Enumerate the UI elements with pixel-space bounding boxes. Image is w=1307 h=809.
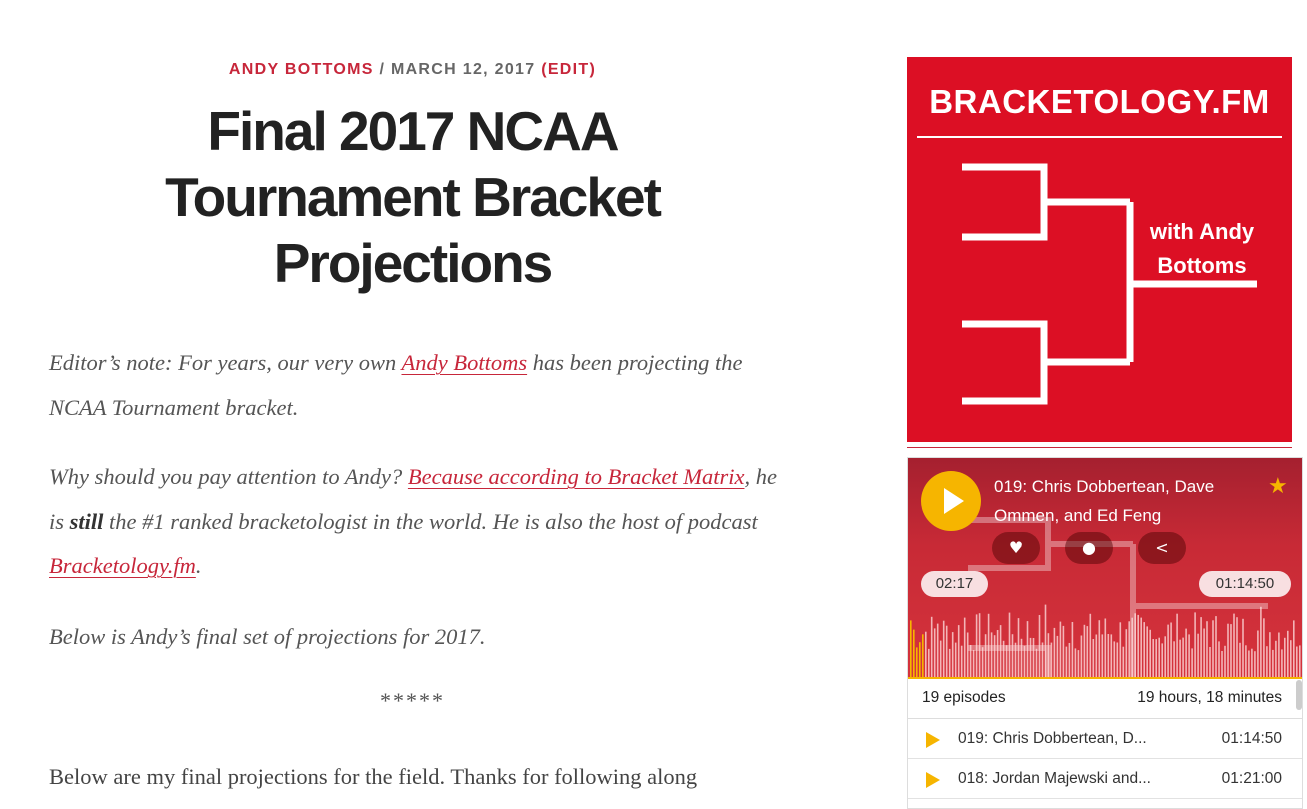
- waveform-bar: [934, 628, 936, 677]
- star-icon[interactable]: ★: [1268, 474, 1288, 499]
- waveform-bar: [1236, 617, 1238, 677]
- waveform-bar: [1018, 618, 1020, 677]
- cover-title: BRACKETOLOGY.FM: [929, 83, 1270, 120]
- waveform-bar: [1099, 620, 1101, 677]
- waveform-bar: [1060, 622, 1062, 677]
- play-icon[interactable]: [926, 732, 940, 748]
- waveform-bar: [1170, 623, 1172, 678]
- waveform-bar: [1039, 615, 1041, 677]
- waveform-bar: [1108, 634, 1110, 677]
- waveform-bar: [1254, 651, 1256, 677]
- waveform-bar: [1117, 643, 1119, 678]
- waveform-bar: [1182, 638, 1184, 677]
- waveform[interactable]: [910, 605, 1301, 677]
- waveform-bar: [1290, 640, 1292, 677]
- current-episode-title[interactable]: 019: Chris Dobbertean, Dave Ommen, and Ed Feng: [994, 477, 1215, 525]
- waveform-bar: [1081, 636, 1083, 678]
- waveform-bar: [946, 626, 948, 677]
- waveform-bar: [1111, 634, 1113, 677]
- player-artwork: [908, 458, 1303, 679]
- waveform-bar: [994, 635, 996, 677]
- waveform-bar: [1042, 643, 1044, 678]
- waveform-bar: [1185, 629, 1187, 677]
- waveform-bar: [1248, 651, 1250, 678]
- waveform-bar: [1188, 634, 1190, 677]
- waveform-bar: [1299, 645, 1301, 677]
- waveform-bar: [1269, 632, 1271, 677]
- waveform-bar: [925, 632, 927, 677]
- share-icon: <: [1155, 538, 1169, 557]
- cover-subtitle: with Andy Bottoms: [1149, 219, 1255, 278]
- waveform-bar: [1281, 649, 1283, 677]
- waveform-bar: [1128, 621, 1130, 677]
- play-button[interactable]: [921, 471, 981, 531]
- why-andy-paragraph: [49, 455, 779, 589]
- post-meta: [0, 61, 825, 79]
- waveform-bar: [1045, 605, 1047, 677]
- episode-duration: 01:14:50: [1199, 571, 1291, 597]
- waveform-bar: [1224, 646, 1226, 677]
- waveform-bar: [1278, 633, 1280, 678]
- bracketology-fm-link[interactable]: Bracketology.fm: [49, 553, 196, 578]
- waveform-bar: [1009, 613, 1011, 677]
- waveform-bar: [1260, 607, 1262, 677]
- section-separator: *****: [380, 688, 445, 713]
- waveform-bar: [1275, 641, 1277, 677]
- waveform-bar: [1027, 621, 1029, 677]
- page-title: Final 2017 NCAA Tournament Bracket Projections: [165, 100, 660, 294]
- episode-title: 018: Jordan Majewski and...: [958, 770, 1151, 787]
- divider: [907, 447, 1292, 448]
- waveform-bar: [1078, 650, 1080, 677]
- waveform-bar: [1167, 625, 1169, 677]
- episodes-count: 19 episodes: [922, 689, 1006, 706]
- waveform-bar: [1090, 614, 1092, 677]
- waveform-bar: [964, 618, 966, 677]
- waveform-bar: [1120, 622, 1122, 677]
- episode-row[interactable]: [908, 759, 1303, 799]
- waveform-bar: [1143, 622, 1145, 677]
- waveform-bar: [1251, 649, 1253, 677]
- waveform-bar: [1105, 619, 1107, 678]
- waveform-bar: [1173, 641, 1175, 677]
- waveform-bar: [1221, 651, 1223, 677]
- why-andy-text: Why should you pay attention to Andy?: [49, 464, 408, 489]
- waveform-bar: [1239, 643, 1241, 677]
- waveform-bar: [991, 632, 993, 677]
- waveform-bar: [916, 647, 918, 677]
- meta-separator: /: [379, 61, 386, 78]
- waveform-bar: [952, 632, 954, 677]
- waveform-bar: [913, 630, 915, 677]
- waveform-bar: [943, 621, 945, 677]
- waveform-bar: [1203, 629, 1205, 678]
- waveform-bar: [940, 641, 942, 677]
- waveform-bar: [973, 650, 975, 677]
- waveform-bar: [967, 633, 969, 678]
- waveform-bar: [1137, 615, 1139, 677]
- waveform-bar: [1176, 614, 1178, 677]
- share-button[interactable]: [1138, 532, 1186, 564]
- waveform-bar: [1096, 635, 1098, 678]
- waveform-bar: [1030, 638, 1032, 677]
- waveform-bar: [1015, 643, 1017, 677]
- episode-list-header: [908, 679, 1303, 719]
- editor-note-text: Editor’s note: For years, our very own: [49, 350, 402, 375]
- emphasis-still: still: [69, 508, 104, 534]
- waveform-bar: [922, 634, 924, 677]
- waveform-bar: [1072, 622, 1074, 677]
- andy-bottoms-link[interactable]: Andy Bottoms: [401, 350, 528, 375]
- waveform-bar: [1033, 638, 1035, 677]
- waveform-bar: [1212, 620, 1214, 677]
- editor-note-paragraph: [49, 341, 779, 430]
- waveform-bar: [976, 614, 978, 677]
- waveform-bar: [1006, 645, 1008, 677]
- waveform-bar: [1114, 641, 1116, 677]
- waveform-bar: [1087, 626, 1089, 677]
- waveform-bar: [1131, 618, 1133, 677]
- heart-icon: ♥: [1008, 538, 1024, 557]
- waveform-bar: [1152, 639, 1154, 677]
- edit-link[interactable]: (EDIT): [541, 61, 597, 78]
- waveform-bar: [1230, 624, 1232, 677]
- current-time: 02:17: [921, 571, 988, 597]
- final-projections-paragraph: Below is Andy’s final set of projections for 2017.: [49, 624, 486, 649]
- episode-duration: 01:14:50: [1221, 730, 1282, 747]
- waveform-bar: [982, 647, 984, 677]
- episode-duration: 01:21:00: [1221, 770, 1282, 787]
- waveform-bar: [958, 625, 960, 677]
- waveform-bar: [1164, 636, 1166, 677]
- waveform-bar: [988, 614, 990, 677]
- projections-intro-paragraph: Below are my final projections for the field. Thanks for following along: [49, 764, 698, 789]
- why-andy-text-after: the #1 ranked bracketologist in the world. He is also the host of podcast: [103, 508, 758, 534]
- waveform-bar: [1063, 626, 1065, 677]
- waveform-bar: [1266, 646, 1268, 677]
- author-link[interactable]: ANDY BOTTOMS: [228, 61, 374, 78]
- like-button[interactable]: [992, 532, 1040, 564]
- waveform-bar: [1051, 643, 1053, 677]
- waveform-bar: [955, 643, 957, 677]
- podcast-player: [907, 457, 1303, 809]
- waveform-bar: [1257, 631, 1259, 678]
- waveform-bar: [1012, 634, 1014, 677]
- waveform-bar: [1233, 614, 1235, 677]
- waveform-bar: [1191, 648, 1193, 677]
- waveform-bar: [970, 645, 972, 677]
- waveform-bar: [928, 649, 930, 677]
- waveform-bar: [1000, 625, 1002, 677]
- waveform-bar: [1102, 634, 1104, 677]
- why-andy-text-end: .: [195, 553, 202, 578]
- waveform-bar: [961, 646, 963, 677]
- waveform-bar: [1054, 628, 1056, 677]
- waveform-bar: [1272, 650, 1274, 677]
- waveform-bar: [1179, 640, 1181, 677]
- waveform-bar: [1069, 643, 1071, 677]
- waveform-bar: [1197, 634, 1199, 677]
- waveform-bar: [1284, 638, 1286, 677]
- why-andy-text-middle: , he is: [49, 464, 777, 534]
- waveform-bar: [1200, 617, 1202, 677]
- episode-list-scrollbar[interactable]: [1296, 680, 1302, 710]
- waveform-bar: [1242, 619, 1244, 677]
- waveform-bar: [1024, 646, 1026, 677]
- post-date: MARCH 12, 2017: [390, 61, 536, 78]
- waveform-bar: [1057, 636, 1059, 677]
- waveform-bar: [1209, 647, 1211, 677]
- waveform-bar: [997, 630, 999, 677]
- waveform-bar: [1263, 618, 1265, 677]
- waveform-bar: [1245, 645, 1247, 677]
- waveform-bar: [1126, 629, 1128, 677]
- waveform-bar: [1287, 631, 1289, 677]
- waveform-bar: [1296, 647, 1298, 678]
- waveform-bar: [1194, 612, 1196, 677]
- waveform-bar: [1084, 625, 1086, 677]
- waveform-bar: [1206, 621, 1208, 677]
- waveform-bar: [1146, 626, 1148, 677]
- waveform-bar: [1293, 620, 1295, 677]
- waveform-bar: [931, 617, 933, 677]
- total-duration: 19 hours, 18 minutes: [1137, 689, 1282, 706]
- bracket-matrix-link[interactable]: Because according to Bracket Matrix: [407, 464, 745, 489]
- waveform-bar: [979, 613, 981, 677]
- waveform-bar: [1075, 648, 1077, 677]
- editor-note-text-end: has been projecting the NCAA Tournament bracket.: [49, 350, 743, 420]
- waveform-bar: [1048, 633, 1050, 677]
- waveform-bar: [1036, 649, 1038, 677]
- waveform-bar: [949, 649, 951, 677]
- waveform-bar: [1218, 641, 1220, 677]
- waveform-bar: [1140, 618, 1142, 677]
- podcast-cover-image[interactable]: [907, 57, 1292, 442]
- comment-button[interactable]: [1065, 532, 1113, 564]
- waveform-bar: [1227, 624, 1229, 677]
- waveform-bar: [1066, 647, 1068, 677]
- waveform-bar: [1021, 639, 1023, 677]
- waveform-bar: [937, 624, 939, 677]
- waveform-bar: [1003, 641, 1005, 677]
- waveform-bar: [985, 634, 987, 677]
- waveform-bar: [1215, 616, 1217, 677]
- waveform-bar: [1134, 613, 1136, 677]
- waveform-bar: [1123, 647, 1125, 677]
- waveform-bar: [1158, 638, 1160, 677]
- waveform-bar: [919, 642, 921, 677]
- waveform-bar: [910, 620, 912, 677]
- play-icon[interactable]: [926, 772, 940, 788]
- comment-icon: ●: [1082, 538, 1096, 557]
- waveform-bar: [1149, 630, 1151, 677]
- waveform-bar: [1161, 643, 1163, 677]
- waveform-bar: [1155, 639, 1157, 677]
- episode-title: 019: Chris Dobbertean, D...: [958, 730, 1147, 747]
- episode-row[interactable]: [908, 719, 1303, 759]
- waveform-bar: [1093, 639, 1095, 677]
